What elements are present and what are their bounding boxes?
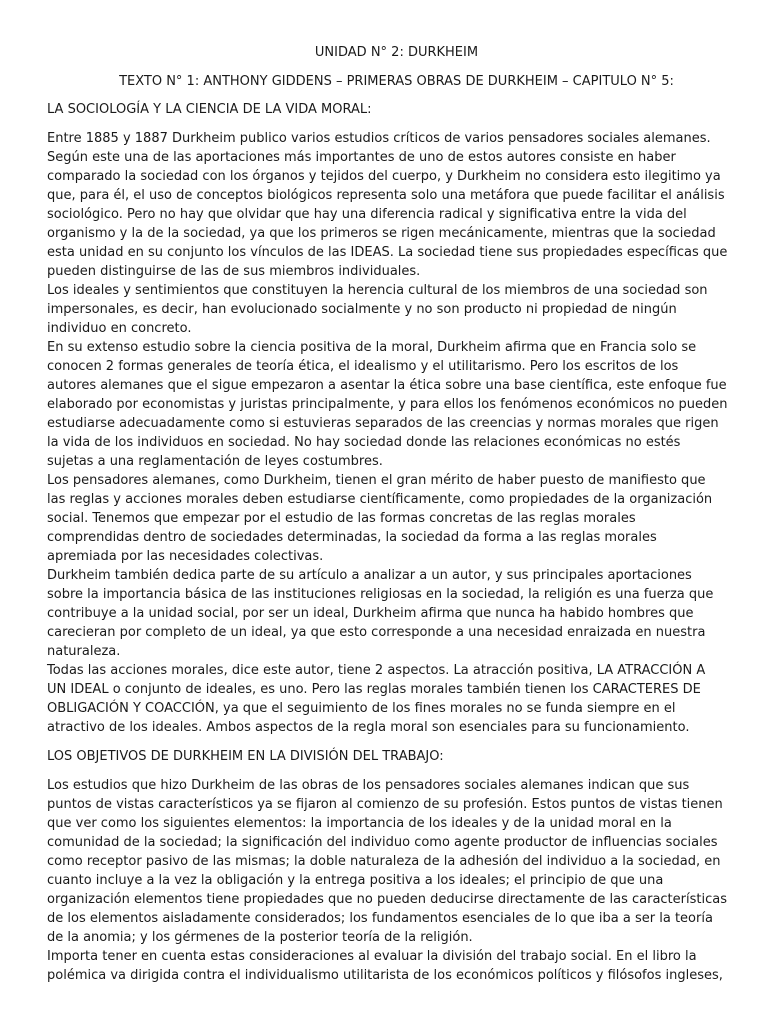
paragraph: Entre 1885 y 1887 Durkheim publico varios estudios críticos de varios pensadores sociales alemanes. Según este una de las aportaciones más importantes de uno de estos autores consiste en haber comparado la sociedad con los órganos y tejidos del cuerpo, y Durkheim no considera esto ilegitimo ya que, para él, el uso de conceptos biológicos representa solo una metáfora que puede facilitar el análisis sociológico. Pero no hay que olvidar que hay una diferencia radical y significativa entre la vida del organismo y la de la sociedad, ya que los primeros se rigen mecánicamente, mientras que la sociedad esta unidad en su conjunto los vínculos de las IDEAS. La sociedad tiene sus propiedades específicas que pueden distinguirse de las de sus miembros individuales. <box>47 131 728 279</box>
paragraph: Todas las acciones morales, dice este autor, tiene 2 aspectos. La atracción positiva, LA ATRACCIÓN A UN IDEAL o conjunto de ideales, es uno. Pero las reglas morales también tienen los CARACTERES DE OBLIGACIÓN Y COACCIÓN, ya que el seguimiento de los fines morales no se funda siempre en el atractivo de los ideales. Ambos aspectos de la regla moral son esenciales para su funcionamiento. <box>47 663 706 735</box>
paragraph: Los estudios que hizo Durkheim de las obras de los pensadores sociales alemanes indican que sus puntos de vistas característicos ya se fijaron al comienzo de su profesión. Estos puntos de vistas tienen que ver como los siguientes elementos: la importancia de los ideales y de la unidad moral en la comunidad de la sociedad; la significación del individuo como agente productor de influencias sociales como receptor pasivo de las mismas; la doble naturaleza de la adhesión del individuo a la sociedad, en cuanto incluye a la vez la obligación y la entrega positiva a los ideales; el principio de que una organización elementos tiene propiedades que no pueden deducirse directamente de las características de los elementos aisladamente considerados; los fundamentos esenciales de lo que iba a ser la teoría de la anomia; y los gérmenes de la posterior teoría de la religión. <box>47 778 727 945</box>
section-heading-division-of-labour: LOS OBJETIVOS DE DURKHEIM EN LA DIVISIÓN DEL TRABAJO: <box>47 749 444 764</box>
section-heading-moral-life: LA SOCIOLOGÍA Y LA CIENCIA DE LA VIDA MORAL: <box>47 102 372 117</box>
paragraph: En su extenso estudio sobre la ciencia positiva de la moral, Durkheim afirma que en Francia solo se conocen 2 formas generales de teoría ética, el idealismo y el utilitarismo. Pero los escritos de los autores alemanes que el sigue empezaron a asentar la ética sobre una base científica, este enfoque fue elaborado por economistas y juristas principalmente, y para ellos los fenómenos económicos no pueden estudiarse adecuadamente como si estuvieras separados de las creencias y normas morales que rigen la vida de los individuos en sociedad. No hay sociedad donde las relaciones económicas no estés sujetas a una reglamentación de leyes costumbres. <box>47 340 728 469</box>
section-body-moral-life <box>47 129 728 737</box>
paragraph: Los ideales y sentimientos que constituyen la herencia cultural de los miembros de una sociedad son impersonales, es decir, han evolucionado socialmente y no son producto ni propiedad de ningún individuo en concreto. <box>47 283 708 336</box>
section-body-division-of-labour <box>47 776 728 985</box>
paragraph: Durkheim también dedica parte de su artículo a analizar a un autor, y sus principales aportaciones sobre la importancia básica de las instituciones religiosas en la sociedad, la religión es una fuerza que contribuye a la unidad social, por ser un ideal, Durkheim afirma que nunca ha habido hombres que carecieran por completo de un ideal, ya que esto corresponde a una necesidad enraizada en nuestra naturaleza. <box>47 568 714 659</box>
text-title: TEXTO N° 1: ANTHONY GIDDENS – PRIMERAS OBRAS DE DURKHEIM – CAPITULO N° 5: <box>119 74 674 89</box>
paragraph: Importa tener en cuenta estas consideraciones al evaluar la división del trabajo social. En el libro la polémica va dirigida contra el individualismo utilitarista de los económicos políticos y filósofos ingleses, <box>47 949 723 983</box>
paragraph: Los pensadores alemanes, como Durkheim, tienen el gran mérito de haber puesto de manifiesto que las reglas y acciones morales deben estudiarse científicamente, como propiedades de la organización social. Tenemos que empezar por el estudio de las formas concretas de las reglas morales comprendidas dentro de sociedades determinadas, la sociedad da forma a las reglas morales apremiada por las necesidades colectivas. <box>47 473 713 564</box>
unit-title: UNIDAD N° 2: DURKHEIM <box>314 45 479 60</box>
